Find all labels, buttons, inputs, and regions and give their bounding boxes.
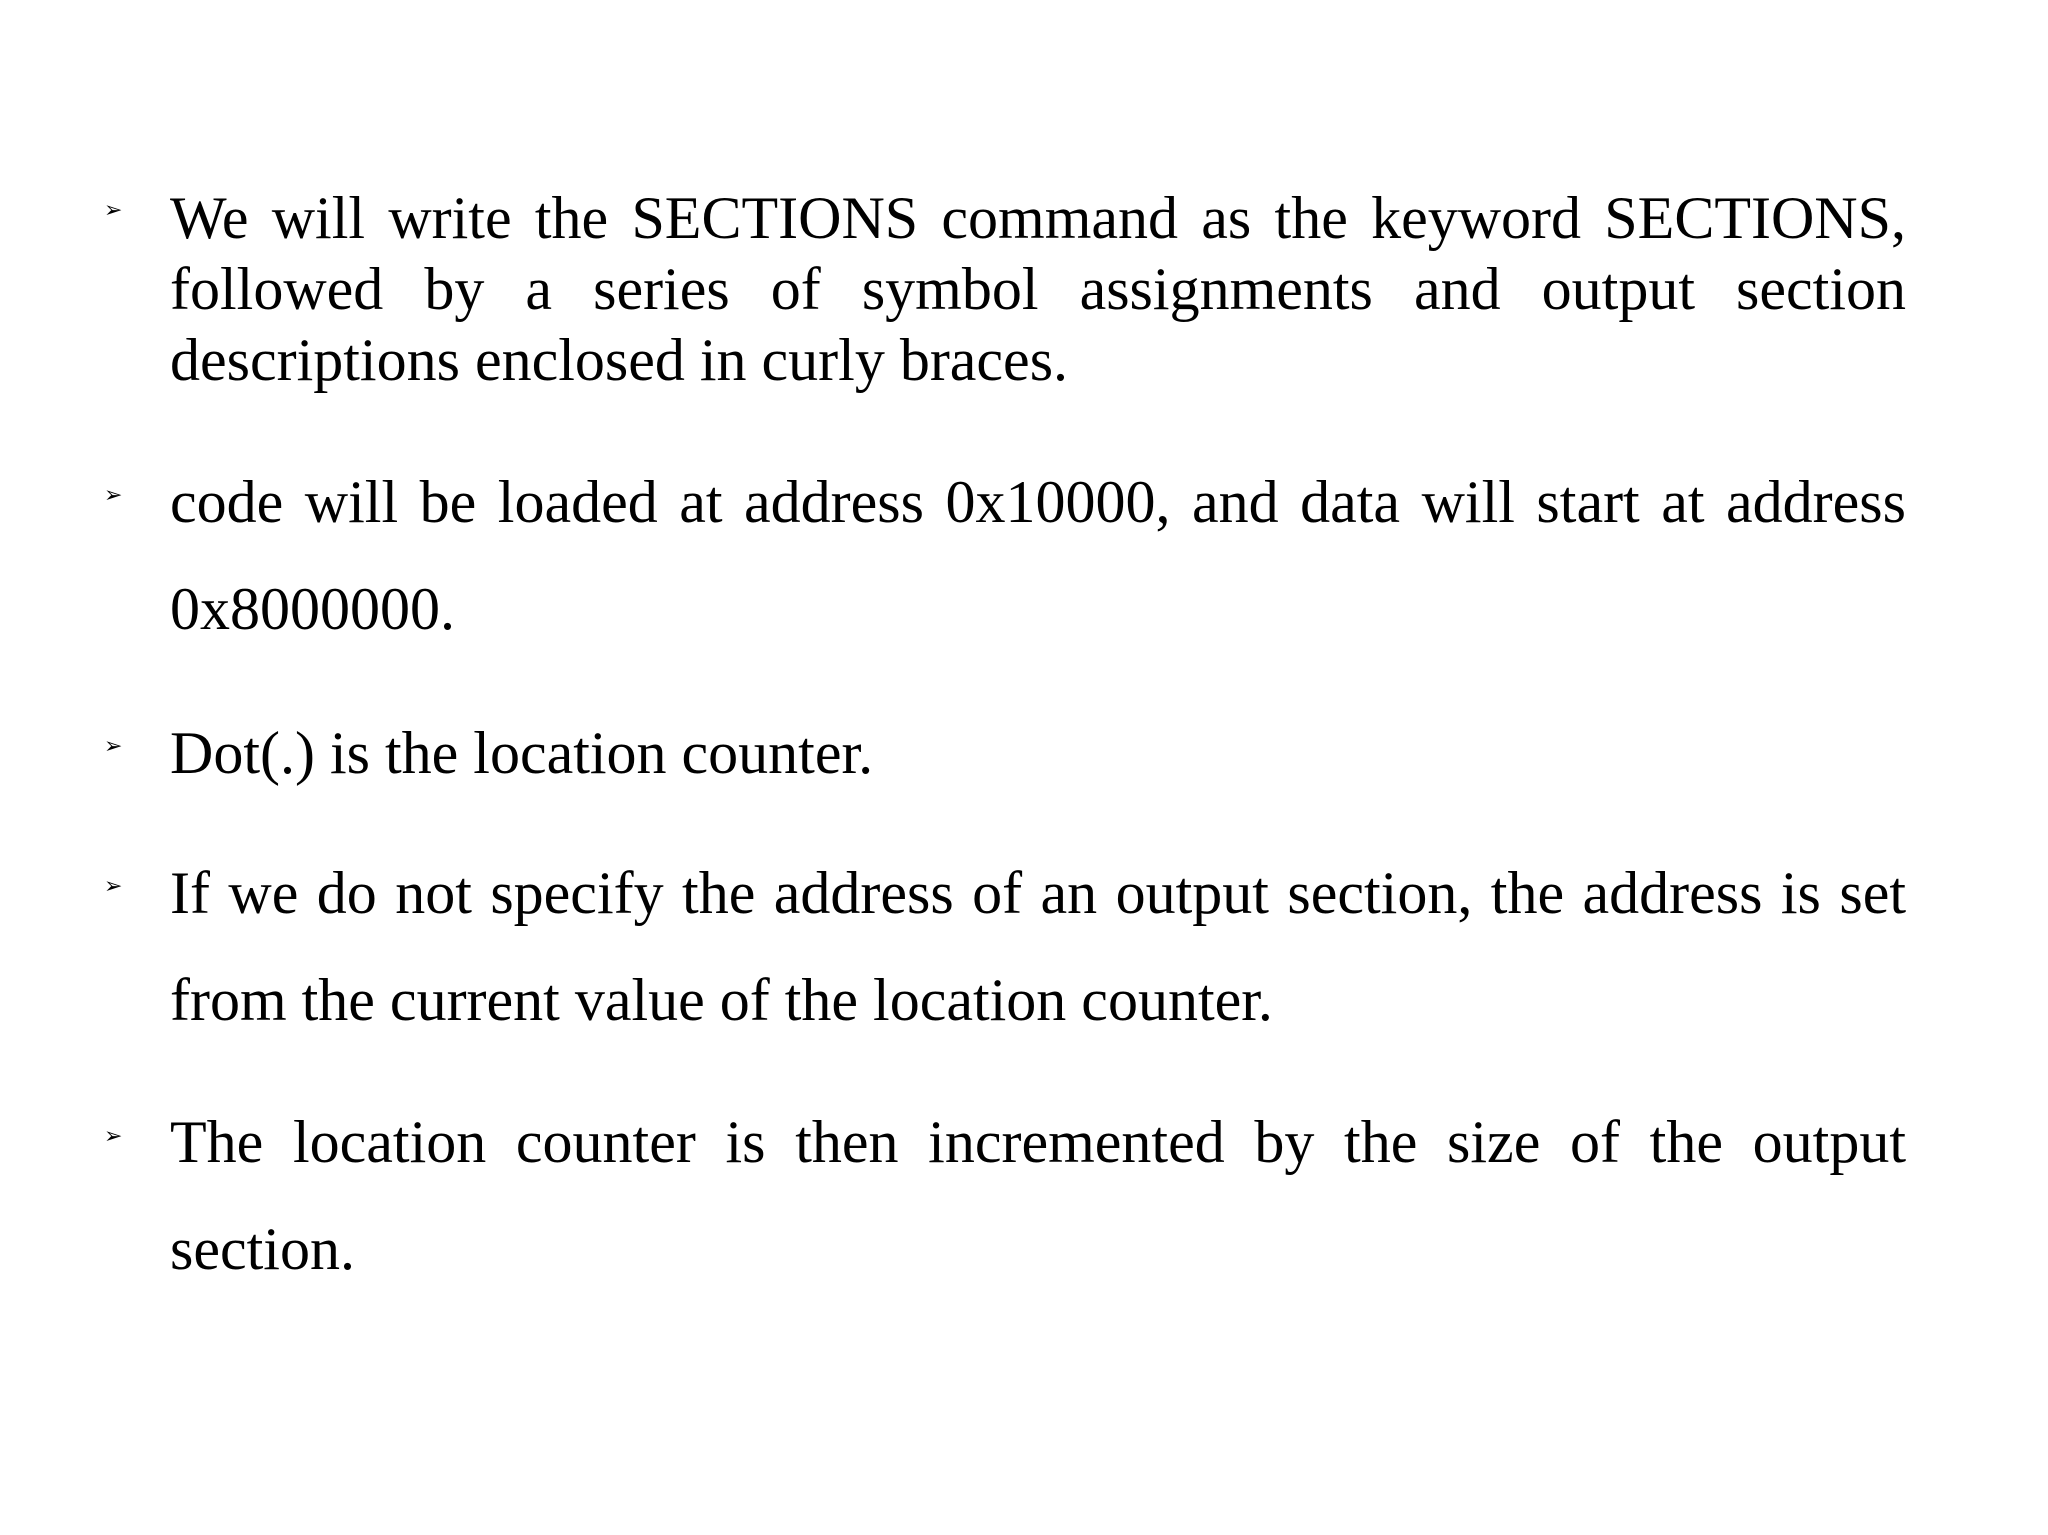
bullet-text: The location counter is then incremented by the size of the output section. (170, 1109, 1906, 1282)
bullet-text: We will write the SECTIONS command as the keyword SECTIONS, followed by a series of symbol assignments and output section descriptions enclosed in curly braces. (170, 185, 1906, 393)
bullet-text: Dot(.) is the location counter. (170, 720, 874, 786)
arrowhead-bullet-icon: ➢ (104, 874, 123, 899)
arrowhead-bullet-icon: ➢ (104, 1124, 123, 1149)
arrowhead-bullet-icon: ➢ (104, 483, 123, 508)
arrowhead-bullet-icon: ➢ (104, 734, 123, 759)
bullet-text: If we do not specify the address of an output section, the address is set from the current value of the location counter. (170, 860, 1906, 1033)
bullet-text: code will be loaded at address 0x10000, and data will start at address 0x8000000. (170, 469, 1906, 642)
arrowhead-bullet-icon: ➢ (104, 198, 123, 223)
